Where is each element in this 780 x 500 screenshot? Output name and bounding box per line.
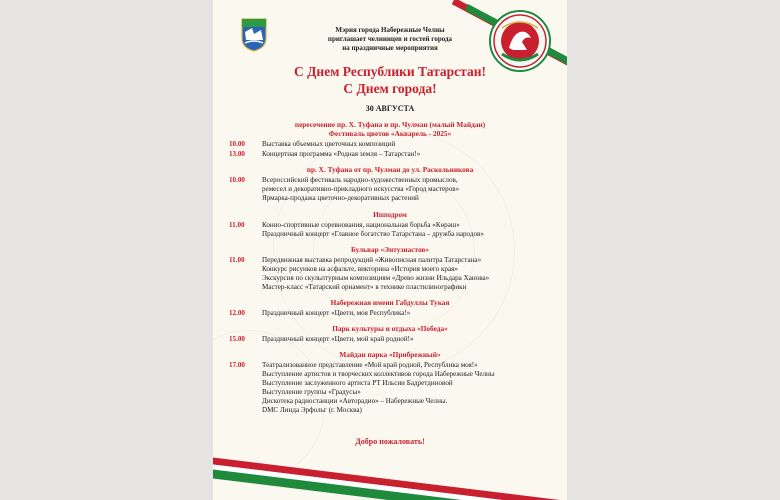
event-description: Всероссийский фестиваль народно-художественных промыслов,	[262, 176, 458, 184]
greeting-republic-day: С Днем Республики Татарстан!	[294, 64, 486, 79]
tatarstan-emblem-icon	[489, 10, 551, 72]
section-title-line: Майдан парка «Прибрежный»	[339, 350, 441, 359]
event-description: Выступление заслуженного артиста РТ Ильсии Бадретдиновой	[262, 379, 453, 387]
event-description: Театрализованное представление «Мой край родной, Республика моя!»	[262, 361, 478, 369]
event-description: Выставка объемных цветочных композиций	[262, 140, 396, 148]
welcome-text: Добро пожаловать!	[355, 437, 425, 446]
event-description: Выступление группы «Градусы»	[262, 388, 361, 396]
section-title-line: Фестиваль цветов «Акварель - 2025»	[328, 129, 452, 138]
section-title-line: пр. Х. Туфана от пр. Чулман до ул. Раскольникова	[306, 165, 474, 174]
event-poster	[213, 0, 567, 500]
section-title-line: Ипподром	[373, 210, 407, 219]
event-description: Дискотека радиостанции «Авторадио» – Набережные Челны.	[262, 397, 448, 405]
event-time: 10.00	[229, 140, 245, 148]
header-line: на праздничные мероприятия	[342, 44, 438, 52]
section-title	[213, 210, 567, 219]
event-time: 11.00	[229, 256, 245, 264]
city-coat-of-arms-icon	[241, 18, 267, 52]
section-title	[213, 298, 567, 307]
event-description: Ярмарка-продажа цветочно-декоративных растений	[262, 194, 419, 202]
event-time: 10.00	[229, 176, 245, 184]
section-title-line: Бульвар «Энтузиастов»	[350, 245, 430, 254]
event-time: 15.00	[229, 335, 245, 343]
event-description: Праздничный концерт «Главное богатство Татарстана – дружба народов»	[262, 230, 484, 238]
event-description: Мастер-класс «Татарский орнамент» в технике пластилинографики	[262, 283, 467, 291]
header-invitation	[285, 26, 495, 53]
section-title-line: Парк культуры и отдыха «Победа»	[332, 324, 448, 333]
event-description: DMC Линда Эрфольг (г. Москва)	[262, 406, 362, 414]
event-time: 12.00	[229, 309, 245, 317]
event-time: 11.00	[229, 221, 245, 229]
event-time: 13.00	[229, 150, 245, 158]
section-title	[213, 324, 567, 333]
event-description: ремесел и декоративно-прикладного искусства «Город мастеров»	[262, 185, 460, 193]
section-title	[213, 120, 567, 138]
header-line: приглашает челнинцев и гостей города	[327, 35, 453, 43]
event-date: 30 АВГУСТА	[365, 104, 415, 113]
header-line: Мэрия города Набережные Челны	[335, 26, 445, 34]
section-title-line: Набережная имени Габдуллы Тукая	[330, 298, 450, 307]
event-description: Праздничный концерт «Цвети, мой край родной!»	[262, 335, 414, 343]
section-title	[213, 165, 567, 174]
greeting-city-day: С Днем города!	[343, 81, 437, 96]
event-description: Выступление артистов и творческих коллективов города Набережные Челны	[262, 370, 495, 378]
event-description: Концертная программа «Родная земля – Татарстан!»	[262, 150, 421, 158]
event-time: 17.00	[229, 361, 245, 369]
section-title	[213, 350, 567, 359]
section-title-line: пересечение пр. Х. Туфана и пр. Чулман (малый Майдан)	[294, 120, 486, 129]
event-description: Экскурсия по скульптурным композициям «Древо жизни Ильдара Ханова»	[262, 274, 490, 282]
event-description: Конкурс рисунков на асфальте, викторина «История моего края»	[262, 265, 458, 273]
section-title	[213, 245, 567, 254]
event-description: Передвижная выставка репродукций «Живописная палитра Татарстана»	[262, 256, 482, 264]
event-description: Праздничный концерт «Цвети, моя Республика!»	[262, 309, 411, 317]
event-description: Конно-спортивные соревнования, национальная борьба «Көрәш»	[262, 221, 460, 229]
